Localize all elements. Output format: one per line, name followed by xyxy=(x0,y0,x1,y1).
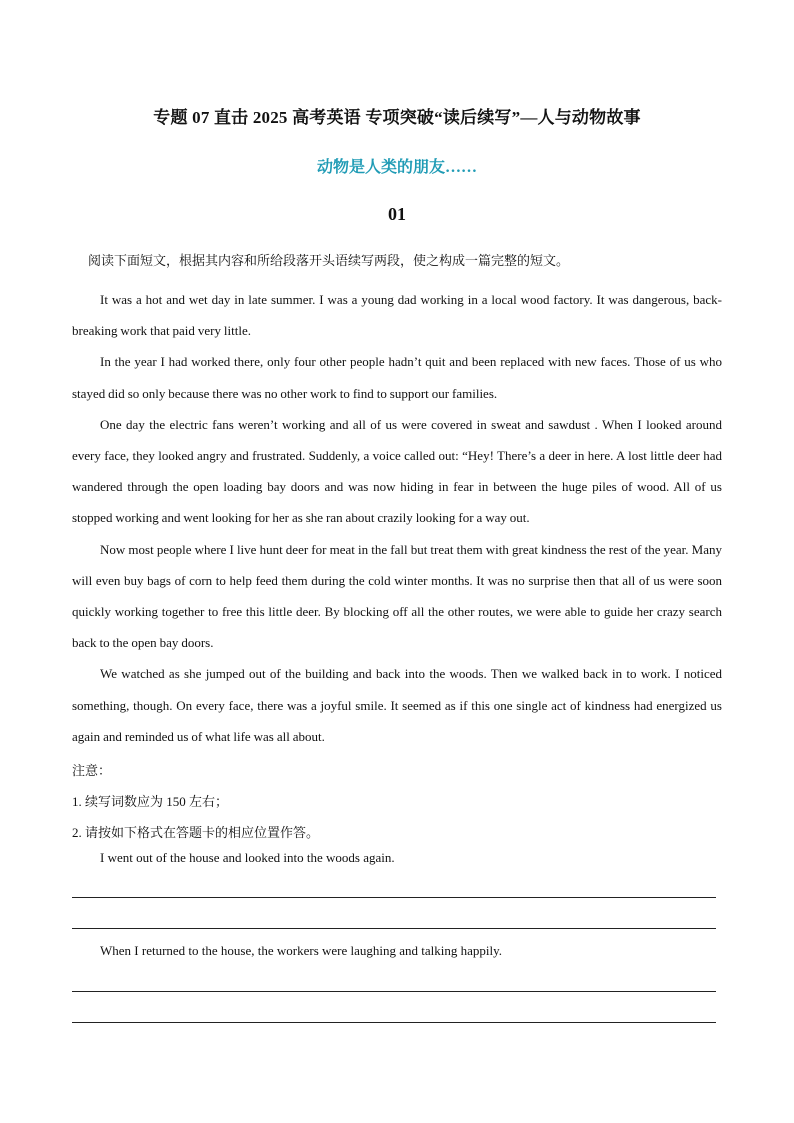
answer-line xyxy=(72,928,716,929)
answer-line xyxy=(72,991,716,992)
passage-paragraph: In the year I had worked there, only four other people hadn’t quit and been replaced with new faces. Those of us who stayed did so only because there was no other work to find to support our families. xyxy=(72,354,722,401)
notes-heading: 注意： xyxy=(72,763,112,778)
passage-paragraph: It was a hot and wet day in late summer. I was a young dad working in a local wood factory. It was dangerous, back-breaking work that paid very little. xyxy=(72,292,722,339)
paragraph-prompt-first: I went out of the house and looked into the woods again. xyxy=(100,850,395,865)
paragraph-prompt-second: When I returned to the house, the workers were laughing and talking happily. xyxy=(100,943,503,958)
passage-paragraph: Now most people where I live hunt deer for meat in the fall but treat them with great kindness the rest of the year. Many will even buy bags of corn to help feed them during the cold winter months. It was no surprise then that all of us were soon quickly working together to free this little deer. By blocking off all the other routes, we were able to guide her crazy search back to the open bay doors. xyxy=(72,541,722,651)
page-subtitle: 动物是人类的朋友…… xyxy=(316,159,477,176)
note-item: 2. 请按如下格式在答题卡的相应位置作答。 xyxy=(72,825,320,840)
note-item: 1. 续写词数应为 150 左右； xyxy=(72,794,229,809)
answer-line xyxy=(72,897,716,898)
page-title: 专题 07 直击 2025 高考英语 专项突破“读后续写”—人与动物故事 xyxy=(153,108,641,127)
answer-line xyxy=(72,1022,716,1023)
reading-passage xyxy=(72,284,722,752)
section-number: 01 xyxy=(388,204,406,224)
passage-paragraph: One day the electric fans weren’t working and all of us were covered in sweat and sawdust . When I looked around every face, they looked angry and frustrated. Suddenly, a voice called out: “Hey! There’s a deer in here. A lost little deer had wandered through the open loading bay doors and was now hiding in fear in between the huge piles of wood. All of us stopped working and went looking for her as she ran about crazily looking for a way out. xyxy=(72,416,722,526)
passage-paragraph: We watched as she jumped out of the building and back into the woods. Then we walked back in to work. I noticed something, though. On every face, there was a joyful smile. It seemed as if this one single act of kindness had energized us again and reminded us of what life was all about. xyxy=(72,666,722,744)
task-instruction: 阅读下面短文，根据其内容和所给段落开头语续写两段，使之构成一篇完整的短文。 xyxy=(88,253,570,268)
notes-section xyxy=(72,755,319,848)
